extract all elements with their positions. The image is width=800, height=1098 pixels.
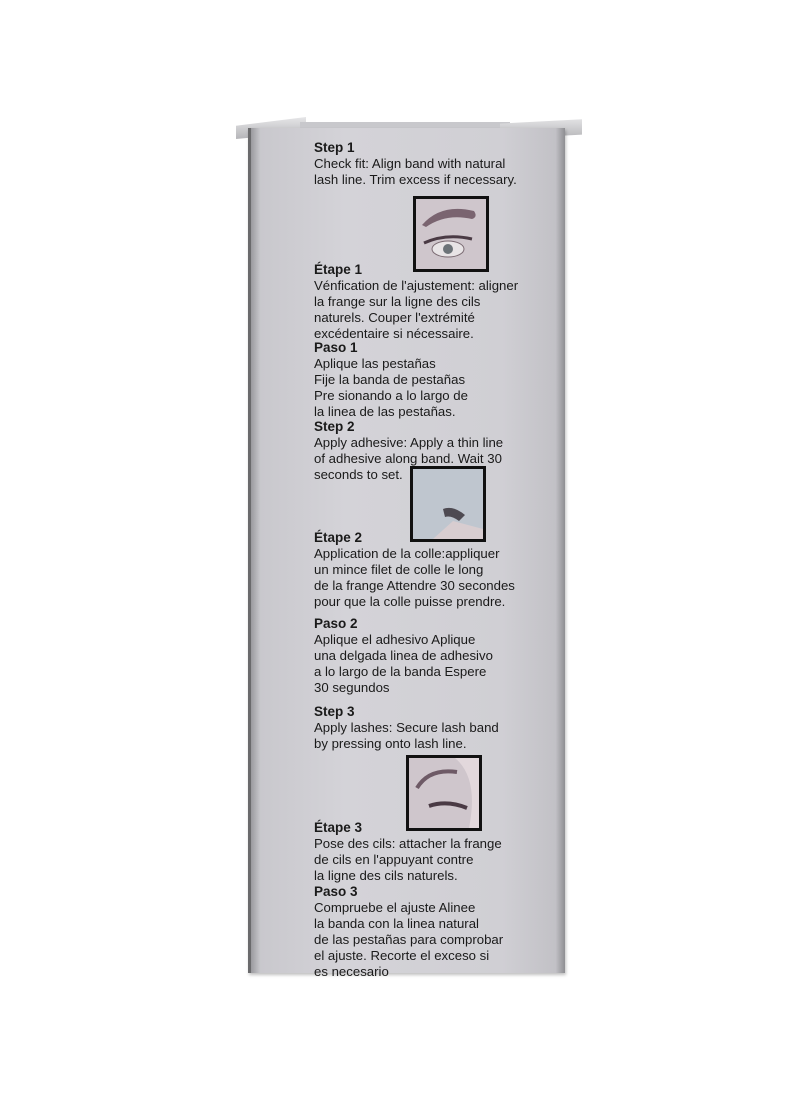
- step-text: la linea de las pestañas.: [314, 404, 456, 419]
- step-text: of adhesive along band. Wait 30: [314, 451, 502, 466]
- step-text: de la frange Attendre 30 secondes: [314, 578, 515, 593]
- step3-fr: [314, 820, 502, 884]
- step-text: by pressing onto lash line.: [314, 736, 467, 751]
- eye-illustration-step1: [413, 196, 489, 272]
- step-text: Compruebe el ajuste Alinee: [314, 900, 476, 915]
- step-text: la banda con la linea natural: [314, 916, 479, 931]
- step3-es: [314, 884, 503, 980]
- step1-en: [314, 140, 517, 188]
- step-text: de las pestañas para comprobar: [314, 932, 504, 947]
- step-text: un mince filet de colle le long: [314, 562, 484, 577]
- step-text: naturels. Couper l'extrémité: [314, 310, 475, 325]
- step-text: Vénfication de l'ajustement: aligner: [314, 278, 519, 293]
- step-text: Pre sionando a lo largo de: [314, 388, 468, 403]
- step-text: a lo largo de la banda Espere: [314, 664, 487, 679]
- step-text: Aplique el adhesivo Aplique: [314, 632, 476, 647]
- step-text: excédentaire si nécessaire.: [314, 326, 474, 341]
- step-text: de cils en l'appuyant contre: [314, 852, 474, 867]
- step-heading: Step 2: [314, 419, 355, 434]
- step-text: es necesario: [314, 964, 389, 979]
- step-text: una delgada linea de adhesivo: [314, 648, 493, 663]
- step-text: Check fit: Align band with natural: [314, 156, 506, 171]
- step-heading: Étape 3: [314, 820, 363, 835]
- step2-es: [314, 616, 493, 696]
- step-text: la frange sur la ligne des cils: [314, 294, 481, 309]
- step2-en: [314, 419, 503, 483]
- step-text: la ligne des cils naturels.: [314, 868, 458, 883]
- step3-en: [314, 704, 499, 752]
- step1-fr: [314, 262, 518, 342]
- step-text: pour que la colle puisse prendre.: [314, 594, 506, 609]
- step-text: Aplique las pestañas: [314, 356, 436, 371]
- step-text: el ajuste. Recorte el exceso si: [314, 948, 490, 963]
- step-heading: Step 3: [314, 704, 355, 719]
- step-text: Application de la colle:appliquer: [314, 546, 500, 561]
- step-text: Fije la banda de pestañas: [314, 372, 466, 387]
- step-text: Apply lashes: Secure lash band: [314, 720, 499, 735]
- step-heading: Step 1: [314, 140, 355, 155]
- step-heading: Paso 3: [314, 884, 358, 899]
- step-text: 30 segundos: [314, 680, 390, 695]
- step-heading: Étape 1: [314, 262, 363, 277]
- step-heading: Paso 1: [314, 340, 358, 355]
- step-text: Pose des cils: attacher la frange: [314, 836, 502, 851]
- step-text: Apply adhesive: Apply a thin line: [314, 435, 504, 450]
- step2-fr: [314, 530, 515, 610]
- step1-es: [314, 340, 468, 420]
- step-heading: Étape 2: [314, 530, 363, 545]
- step-heading: Paso 2: [314, 616, 358, 631]
- step-text: seconds to set.: [314, 467, 403, 482]
- step-text: lash line. Trim excess if necessary.: [314, 172, 517, 187]
